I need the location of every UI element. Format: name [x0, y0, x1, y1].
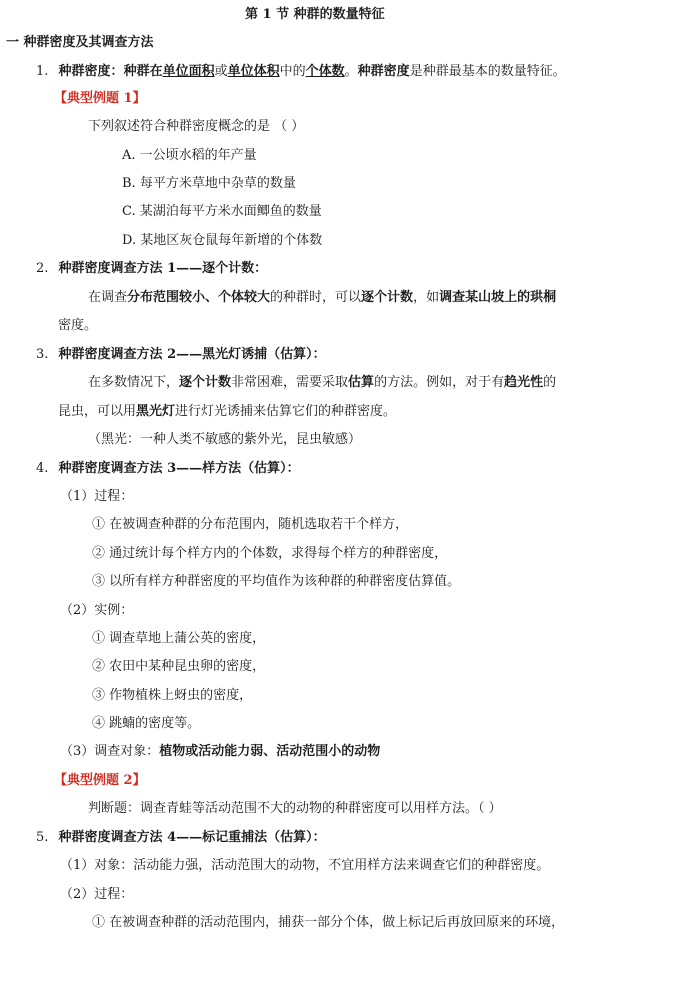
item-number: 3. — [36, 347, 49, 362]
example-question: 判断题：调查青蛙等活动范围不大的动物的种群密度可以用样方法。（ ） — [88, 801, 502, 816]
example-tag: 【典型例题 1】 — [54, 91, 146, 106]
text: 是种群最基本的数量特征。 — [409, 64, 566, 79]
key-term: 估算 — [348, 375, 375, 390]
option-b: B. 每平方米草地中杂草的数量 — [122, 176, 296, 191]
text: 。 — [344, 64, 358, 79]
example-tag: 【典型例题 2】 — [54, 773, 146, 788]
example-item: ② 农田中某种昆虫卵的密度， — [92, 659, 266, 674]
process-step: ③ 以所有样方种群密度的平均值作为该种群的种群密度估算值。 — [92, 574, 461, 589]
text: 中的 — [279, 64, 306, 79]
option-d: D. 某地区灰仓鼠每年新增的个体数 — [122, 233, 323, 248]
paragraph-line: 密度。 — [58, 318, 98, 333]
key-term: 单位体积 — [227, 64, 280, 79]
item-5 — [36, 829, 326, 847]
process-step: ① 在被调查种群的活动范围内，捕获一部分个体，做上标记后再放回原来的环境， — [92, 915, 565, 930]
text: 昆虫，可以用 — [58, 404, 137, 419]
text: 的 — [543, 375, 557, 390]
text: 或 — [214, 64, 228, 79]
item-number: 4. — [36, 461, 49, 476]
item-heading: 种群密度调查方法 4——标记重捕法（估算）： — [58, 830, 326, 845]
process-step: ② 通过统计每个样方内的个体数，求得每个样方的种群密度， — [92, 546, 448, 561]
item-heading: 种群密度调查方法 2——黑光灯诱捕（估算）： — [58, 347, 326, 362]
survey-target — [60, 743, 380, 761]
sub-label: （2）实例： — [60, 603, 134, 618]
paragraph-line — [88, 374, 556, 392]
key-term: 种群密度 — [357, 64, 410, 79]
sub-item: （1）对象：活动能力强，活动范围大的动物，不宜用样方法来调查它们的种群密度。 — [60, 858, 550, 873]
example-item: ③ 作物植株上蚜虫的密度， — [92, 688, 253, 703]
key-term: 逐个计数 — [179, 375, 232, 390]
item-1 — [36, 63, 566, 81]
key-term: 单位面积 — [162, 64, 215, 79]
key-term: 个体数 — [305, 64, 345, 79]
item-number: 2. — [36, 261, 49, 276]
example-question: 下列叙述符合种群密度概念的是 （ ） — [88, 119, 305, 134]
text: 的方法。例如，对于有 — [374, 375, 505, 390]
key-term: 趋光性 — [504, 375, 544, 390]
item-2 — [36, 260, 267, 278]
example-item: ④ 跳蝻的密度等。 — [92, 716, 201, 731]
sub-label: （3）调查对象： — [60, 744, 160, 759]
key-term: 逐个计数 — [361, 290, 414, 305]
text: 的种群时，可以 — [270, 290, 362, 305]
option-c: C. 某湖泊每平方米水面鲫鱼的数量 — [122, 204, 322, 219]
item-heading: 种群密度调查方法 3——样方法（估算）： — [58, 461, 300, 476]
paragraph-line — [58, 403, 396, 421]
item-heading: 种群密度调查方法 1——逐个计数： — [58, 261, 268, 276]
item-term: 种群密度： — [58, 64, 124, 79]
process-step: ① 在被调查种群的分布范围内，随机选取若干个样方， — [92, 517, 409, 532]
text: ，如 — [413, 290, 440, 305]
page-title: 第 1 节 种群的数量特征 — [245, 7, 385, 22]
text: 进行灯光诱捕来估算它们的种群密度。 — [175, 404, 397, 419]
note: （黑光：一种人类不敏感的紫外光，昆虫敏感） — [88, 432, 362, 447]
text: 在调查 — [88, 290, 128, 305]
key-term: 植物或活动能力弱、活动范围小的动物 — [159, 744, 381, 759]
key-term: 分布范围较小、个体较大 — [127, 290, 271, 305]
sub-label: （2）过程： — [60, 887, 134, 902]
item-number: 5. — [36, 830, 49, 845]
item-3 — [36, 346, 326, 364]
paragraph-line — [88, 289, 556, 307]
section-heading: 一 种群密度及其调查方法 — [6, 35, 154, 50]
option-a: A. 一公顷水稻的年产量 — [122, 148, 257, 163]
sub-label: （1）过程： — [60, 489, 134, 504]
item-4 — [36, 460, 300, 478]
item-number: 1. — [36, 64, 49, 79]
key-term: 调查某山坡上的珙桐 — [439, 290, 557, 305]
text: 在多数情况下， — [88, 375, 180, 390]
text: 种群在 — [123, 64, 163, 79]
key-term: 黑光灯 — [136, 404, 176, 419]
text: 非常困难，需要采取 — [231, 375, 349, 390]
example-item: ① 调查草地上蒲公英的密度， — [92, 631, 266, 646]
